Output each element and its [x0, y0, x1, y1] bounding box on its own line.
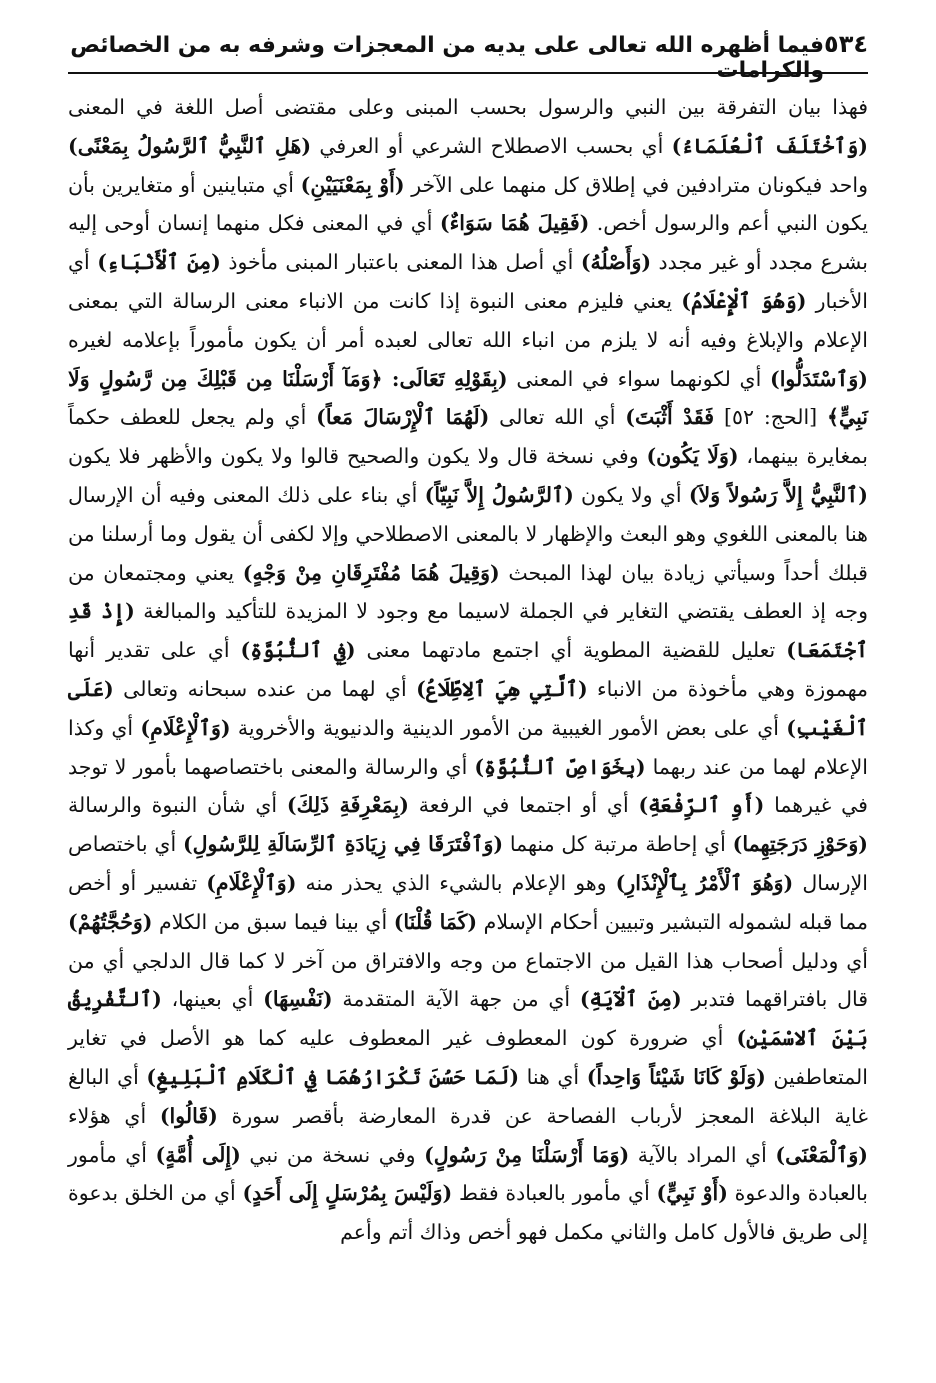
commentary-phrase: أي على تقدير أنها مهموزة وهي مأخوذة من الانباء [68, 638, 869, 701]
quoted-matn-phrase: (وَٱلْإِعْلَامِ) [140, 715, 231, 740]
commentary-phrase: أي أو اجتمعا في الرفعة [408, 793, 639, 818]
commentary-phrase: تعليل للقضية المطوية أي اجتمع مادتهما معنى [355, 638, 787, 663]
quoted-matn-phrase: (لَمَا حَسُنَ تَكْرَارُهُمَا فِي ٱلْكَلَامِ ٱلْبَلِيغِ) [146, 1064, 520, 1089]
quoted-matn-phrase: (وَحُجَّتُهُمْ) [68, 909, 153, 934]
quoted-matn-phrase: (نَفْسِهَا) [263, 987, 333, 1012]
commentary-phrase: أي هؤلاء [68, 1103, 160, 1128]
commentary-phrase: أي ولم يجعل للعطف حكماً بمغايرة بينهما، [68, 405, 868, 469]
quoted-matn-phrase: (وَٱفْتَرَقَا فِي زِيَادَةِ ٱلرِّسَالَةِ لِلرَّسُولِ) [182, 832, 504, 857]
commentary-phrase: تفسير أو أخص مما قبله لشموله التبشير وتبيين أحكام الإسلام [68, 870, 868, 934]
quoted-matn-phrase: (بِمَعْرِفَةِ ذَلِكَ) [286, 793, 409, 818]
commentary-phrase: أي ضرورة كون المعطوف غير المعطوف عليه كما هو الأصل في تغاير المتعاطفين [68, 1026, 868, 1089]
commentary-phrase: واحد فيكونان مترادفين في إطلاق كل منهما على الآخر [404, 172, 868, 197]
commentary-text [68, 88, 868, 1252]
commentary-phrase: يعني ومجتمعان من وجه إذ العطف يقتضي التغاير في الجملة لاسيما مع وجود لا المزيدة للتأكيد والمبالغة [68, 560, 868, 624]
quoted-matn-phrase: (وَٱسْتَدَلُّوا) [770, 366, 868, 391]
quoted-matn-phrase: فَقَدْ أَثْبَتَ) [625, 405, 715, 430]
quoted-matn-phrase: (مِنَ ٱلْآيَةِ) [579, 987, 682, 1012]
quoted-matn-phrase: (وَحَوْزِ دَرَجَتِهِما) [732, 832, 868, 857]
commentary-phrase: أي شأن النبوة والرسالة [68, 793, 287, 818]
commentary-phrase: أي والرسالة والمعنى باختصاصهما بأمور لا توجد في غيرهما [68, 754, 868, 818]
commentary-phrase: أي هنا [519, 1064, 587, 1089]
page-number: ٥٣٤ [824, 30, 868, 58]
quoted-matn-phrase: (عَلَى ٱلْغَيْبِ) [68, 676, 868, 740]
commentary-phrase: أي من جهة الآية المتقدمة [332, 987, 580, 1012]
commentary-phrase: [الحج: ٥٢] [714, 405, 827, 430]
commentary-phrase: أي المراد بالآية [629, 1142, 776, 1167]
quoted-matn-phrase: (وَأَصْلُهُ) [580, 250, 652, 275]
quoted-matn-phrase: (بِقَوْلِهِ تَعَالَى: ﴿وَمَآ أَرْسَلْنَا مِن قَبْلِكَ مِن رَّسُولٍ وَلَا نَبِيٍّ﴾ [68, 366, 868, 430]
quoted-matn-phrase: (وَقِيلَ هُمَا مُفْتَرِقَانِ مِنْ وَجْهٍ) [242, 560, 500, 585]
commentary-phrase: أي من الخلق بدعوة إلى طريق فالأول كامل والثاني مكمل فهو أخص وذاك أتم وأعم [68, 1181, 868, 1245]
commentary-phrase: أي وكذا الإعلام لهما من عند ربهما [68, 715, 868, 779]
commentary-phrase: وهو الإعلام بالشيء الذي يحذر منه [296, 870, 616, 895]
quoted-matn-phrase: (قَالُوا) [159, 1103, 218, 1128]
commentary-phrase: يعني فليزم معنى النبوة إذا كانت من الانباء معنى الرسالة التي بمعنى الإعلام والإبلاغ وفيه أنه لا يلزم من انباء الله تعالى لعبده أمر أن يكون مأموراً بإعلامه لغيره [68, 288, 868, 352]
quoted-matn-phrase: (ٱلتَّفْرِيقُ بَيْنَ ٱلاسْمَيْنِ) [68, 987, 868, 1051]
commentary-phrase: أي البالغ غاية البلاغة المعجز لأرباب الفصاحة عن قدرة المعارضة بأقصر سورة [68, 1064, 868, 1128]
quoted-matn-phrase: (وَلَوْ كَانَا شَيْئاً وَاحِداً) [586, 1064, 766, 1089]
commentary-phrase: وفي نسخة من نبي [240, 1142, 425, 1167]
quoted-matn-phrase: (فِي ٱلنُّبُوَّةِ) [240, 638, 356, 663]
commentary-phrase: أي على بعض الأمور الغيبية من الأمور الدينية والدنيوية والأخروية [230, 715, 787, 740]
quoted-matn-phrase: (أَوِ ٱلرِّفْعَةِ) [638, 793, 765, 818]
commentary-phrase: أي ودليل أصحاب هذا القيل من الاجتماع من وجه والافتراق من آخر لا كما قال الدلجي أي من قال بافتراقهما فتدبر [68, 948, 869, 1012]
quoted-matn-phrase: (وَهُوَ ٱلْإِعْلَامُ) [681, 288, 807, 313]
commentary-phrase: فهذا بيان التفرقة بين النبي والرسول بحسب المبنى وعلى مقتضى أصل اللغة في المعنى [68, 95, 868, 119]
commentary-phrase: أي متباينين أو متغايرين بأن يكون النبي أعم والرسول أخص. [68, 172, 868, 236]
quoted-matn-phrase: (أَوْ نَبِيٍّ) [656, 1181, 728, 1206]
commentary-phrase: أي بحسب الاصطلاح الشرعي أو العرفي [311, 133, 672, 158]
quoted-matn-phrase: (وَلَا يَكُون) [646, 444, 739, 469]
page-header [68, 30, 868, 83]
quoted-matn-phrase: (ٱلَّتِي هِيَ ٱلِاطِّلَاعُ) [416, 676, 588, 701]
commentary-paragraph [68, 88, 868, 1252]
quoted-matn-phrase: (مِنَ ٱلْأَنْبَاءِ) [97, 250, 221, 275]
quoted-matn-phrase: (هَلِ ٱلنَّبِيُّ ٱلرَّسُولُ بِمَعْنًى) [68, 133, 312, 158]
quoted-matn-phrase: (ٱلرَّسُولُ إِلاَّ نَبِيّاً) [424, 482, 574, 507]
quoted-matn-phrase: (وَٱلْإِعْلَامِ) [206, 870, 297, 895]
quoted-matn-phrase: (فَقِيلَ هُمَا سَوَاءٌ) [439, 211, 590, 236]
commentary-phrase: أي لهما من عنده سبحانه وتعالى [113, 676, 417, 701]
quoted-matn-phrase: (إِلَى أُمَّةٍ) [155, 1142, 241, 1167]
quoted-matn-phrase: (إِذْ قَدِ ٱجْتَمَعَا) [68, 599, 868, 663]
commentary-phrase: أي بناء على ذلك المعنى وفيه أن الإرسال هنا بالمعنى اللغوي وهو البعث والإظهار لا بالمعنى الاصطلاحي وإلا لكفى أن يقول وما أرسلنا من قبلك أحداً وسيأتي زيادة بيان لهذا المبحث [68, 482, 868, 585]
commentary-phrase: أي أصل هذا المعنى باعتبار المبنى مأخوذ [220, 250, 581, 275]
commentary-phrase: أي الله تعالى [489, 405, 626, 430]
quoted-matn-phrase: (وَٱخْتَلَفَ ٱلْعُلَمَاءُ) [671, 133, 869, 158]
quoted-matn-phrase: (ٱلنَّبِيُّ إِلاَّ رَسُولاً وَلاَ) [688, 482, 868, 507]
running-title: فيما أظهره الله تعالى على يديه من المعجزات وشرفه به من الخصائص والكرامات [70, 33, 825, 83]
commentary-phrase: أي ولا يكون [573, 482, 689, 507]
commentary-phrase: أي باختصاص الإرسال [68, 832, 868, 895]
commentary-phrase: أي الأخبار [68, 250, 868, 313]
commentary-phrase: أي في المعنى فكل منهما إنسان أوحى إليه بشرع مجدد أو غير مجدد [68, 211, 869, 275]
quoted-matn-phrase: (وَمَا أَرْسَلْنَا مِنْ رَسُولٍ) [424, 1142, 630, 1167]
quoted-matn-phrase: (كَمَا قُلْنَا) [393, 909, 478, 934]
quoted-matn-phrase: (لَهُمَا ٱلْإِرْسَالَ مَعاً) [316, 405, 490, 430]
commentary-phrase: وفي نسخة قال ولا يكون والصحيح قالوا ولا يكون والأظهر فلا يكون [68, 444, 647, 469]
quoted-matn-phrase: (بِخَوَاصِّ ٱلنُّبُوَّةِ) [474, 754, 646, 779]
commentary-phrase: أي إحاطة مرتبة كل منهما [503, 832, 733, 857]
commentary-phrase: أي مأمور بالعبادة فقط [452, 1181, 657, 1206]
commentary-phrase: أي لكونهما سواء في المعنى [507, 366, 771, 391]
quoted-matn-phrase: (وَهُوَ ٱلْأَمْرُ بِٱلْإِنْذَارِ) [615, 870, 794, 895]
commentary-phrase: أي بعينها، [161, 987, 264, 1012]
commentary-phrase: أي بينا فيما سبق من الكلام [152, 909, 394, 934]
quoted-matn-phrase: (أَوْ بِمَعْنَيَيْنِ) [300, 172, 405, 197]
commentary-phrase: أي مأمور بالعبادة والدعوة [68, 1142, 868, 1206]
quoted-matn-phrase: (وَلَيْسَ بِمُرْسَلٍ إِلَى أَحَدٍ) [242, 1181, 453, 1206]
quoted-matn-phrase: (وَٱلْمَعْنَى) [775, 1142, 868, 1167]
